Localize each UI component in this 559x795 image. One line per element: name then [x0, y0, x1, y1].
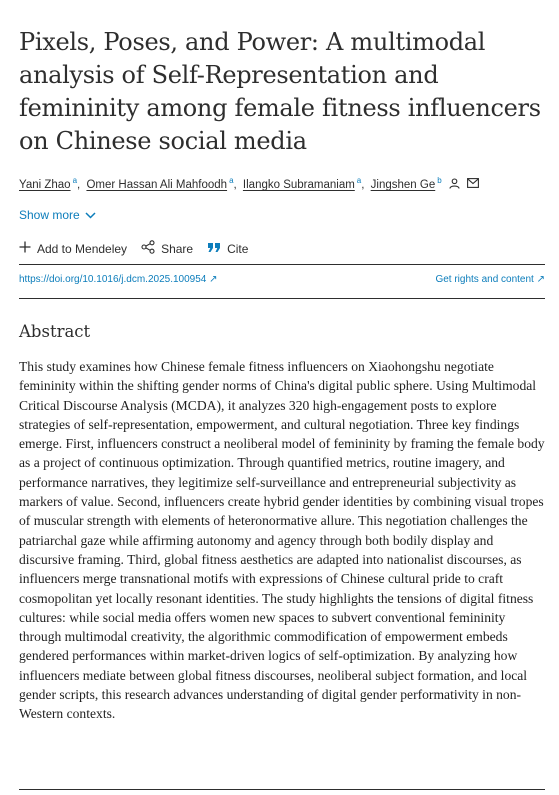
author-list: [19, 176, 549, 192]
share-button[interactable]: [141, 240, 193, 257]
author-separator: ,: [77, 178, 81, 191]
cite-button[interactable]: [207, 242, 248, 256]
affiliation-marker[interactable]: b: [437, 176, 442, 185]
author-link[interactable]: Ilangko Subramaniam: [242, 178, 355, 191]
show-more-button[interactable]: [19, 208, 96, 222]
author-separator: ,: [361, 178, 365, 191]
doi-link[interactable]: https://doi.org/10.1016/j.dcm.2025.100954 ↗: [19, 274, 218, 285]
affiliation-marker[interactable]: a: [356, 176, 362, 185]
divider: [19, 298, 545, 299]
affiliation-marker[interactable]: a: [229, 176, 234, 185]
quote-icon: [207, 242, 221, 256]
author-separator: ,: [233, 178, 237, 191]
rights-link[interactable]: Get rights and content ↗: [435, 274, 545, 285]
abstract-text: This study examines how Chinese female fitness influencers on Xiaohongshu negotiate femininity within the shifting gender norms of China's digital public sphere. Using Multimodal Critical Discourse Analysis (MCDA), it analyzes 320 high-engagement posts to explore strategies of self-representation, empowerment, and cultural negotiation. Three key findings emerge. First, influencers construct a neoliberal model of femininity by framing the female body as a project of continuous optimization. Through quantified metrics, routine imagery, and performance narratives, they legitimize self-surveillance and entrepreneurial subjectivity as markers of value. Second, influencers create hybrid gender identities by combining visual tropes of muscular strength with elements of heteronormative allure. This negotiation challenges the patriarchal gaze while affirming autonomy and agency through both bodily display and discursive framing. Third, global fitness aesthetics are adapted into nationalist discourses, as influencers merge transnational motifs with expressions of Chinese cultural pride to craft cosmopolitan yet locally resonant identities. The study highlights the tensions of digital fitness cultures: while social media offers women new spaces to subvert conventional femininity through multimodal creativity, the algorithmic commodification of empowerment embeds gendered performances within market-driven logics of self-optimization. By analyzing how influencers mediate between global fitness discourses, neoliberal subject formation, and local gender scripts, this research advances understanding of digital gender performativity in non-Western contexts.: [19, 359, 545, 722]
show-more-label: Show more: [19, 208, 80, 222]
divider: [19, 789, 545, 790]
add-to-mendeley-label: Add to Mendeley: [37, 241, 128, 256]
divider: [19, 264, 545, 265]
chevron-down-icon: [85, 208, 96, 222]
add-to-mendeley-button[interactable]: [19, 241, 127, 256]
cite-label: Cite: [227, 241, 249, 256]
plus-icon: [19, 241, 31, 256]
person-icon[interactable]: [449, 178, 460, 192]
article-title: Pixels, Poses, and Power: A multimodal analysis of Self-Representation and femininity among female fitness influencers on Chinese social media: [19, 28, 541, 155]
author-link[interactable]: Jingshen Ge: [370, 178, 436, 191]
envelope-icon[interactable]: [467, 178, 479, 191]
article-links: [19, 274, 545, 285]
author-link[interactable]: Omer Hassan Ali Mahfoodh: [86, 178, 228, 191]
author-link[interactable]: Yani Zhao: [19, 178, 71, 191]
article-actions: [19, 240, 248, 257]
abstract-heading: Abstract: [19, 322, 91, 341]
affiliation-marker[interactable]: a: [72, 176, 78, 185]
share-icon: [141, 240, 155, 257]
share-label: Share: [161, 241, 194, 256]
